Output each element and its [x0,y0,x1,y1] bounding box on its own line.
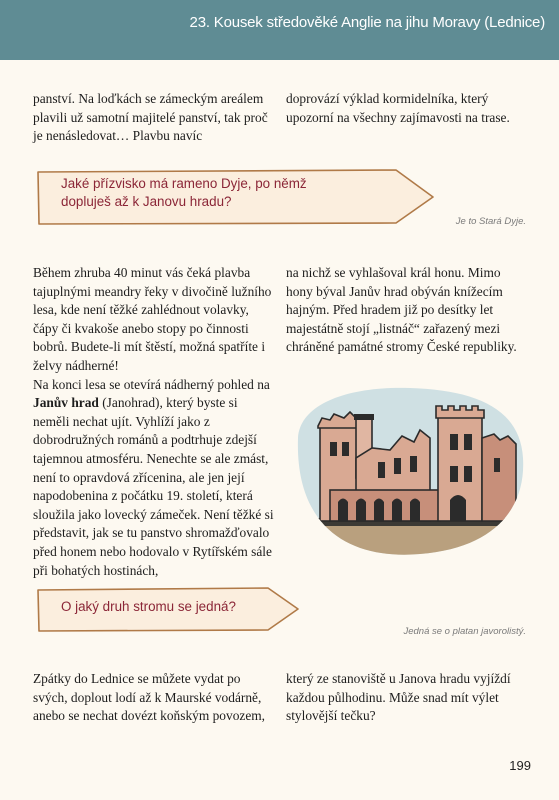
chapter-header [0,0,559,60]
question-line: Jaké přízvisko má rameno Dyje, po němž [61,176,307,191]
question-sign-2 [36,586,436,632]
intro-text-left [33,90,275,146]
paragraph: Během zhruba 40 minut vás čeká plavba tajuplnými meandry řeky v divočině lužního lesa, kde není těžké zahlédnout volavky, čápy či kvakoše anebo stopy po činnosti bobrů. Budete-li mít štěstí, možná spatříte i želvy nádherné! [33,265,272,373]
paragraph [33,376,275,581]
text-run: Na konci lesa se otevírá nádherný pohled na [33,376,270,392]
paragraph: Zpátky do Lednice se můžete vydat po svých, doplout lodí až k Maurské vodárně, anebo se nechat dovézt koňským povozem, [33,671,266,724]
question-2-text: O jaký druh stromu se jedná? [61,599,236,614]
castle-illustration [290,378,526,562]
paragraph: který ze stanoviště u Janova hradu vyjíždí každou půlhodinu. Může snad mít výlet stylovější tečku? [286,671,511,724]
paragraph: panství. Na loďkách se zámeckým areálem plavili už samotní majitelé panství, tak proč je nenásledovat… Plavbu navíc [33,91,268,144]
answer-1: Je to Stará Dyje. [455,216,526,227]
closing-text-right [286,670,522,726]
question-1-text [61,175,307,211]
bold-term: Janův hrad [33,395,99,411]
intro-text-right [286,90,522,127]
question-line: dopluješ až k Janovu hradu? [61,194,232,209]
page-number: 199 [509,758,531,773]
paragraph: na nichž se vyhlašoval král honu. Mimo hony býval Janův hrad obýván knížecím hajným. Před hradem již po desítky let majestátně stojí „listnáč“ zařazený mezi chráněné památné stromy České republiky. [286,265,517,355]
paragraph: doprovází výklad kormidelníka, který upozorní na všechny zajímavosti na trase. [286,91,510,125]
question-sign-1 [36,168,436,226]
chapter-title: 23. Kousek středověké Anglie na jihu Moravy (Lednice) [189,14,545,31]
main-text-right [286,264,522,357]
closing-text-left [33,670,275,726]
text-run: (Janohrad), který byste si neměli nechat ujít. Vyhlíží jako z dobrodružných románů a podtrhuje zdejší tajemnou atmosféru. Nenechte se ale zmást, není to opravdová zřícenina, ale jen její napodobenina z počátku 19. století, která sloužila jako lovecký zámeček. Není těžké si představit, jak se tu panstvo shromažďovalo před honem nebo hodovalo v Rytířském sále při bohatých hostinách, [33,395,274,578]
answer-2: Jedná se o platan javorolistý. [403,626,526,637]
main-text-left [33,264,275,580]
